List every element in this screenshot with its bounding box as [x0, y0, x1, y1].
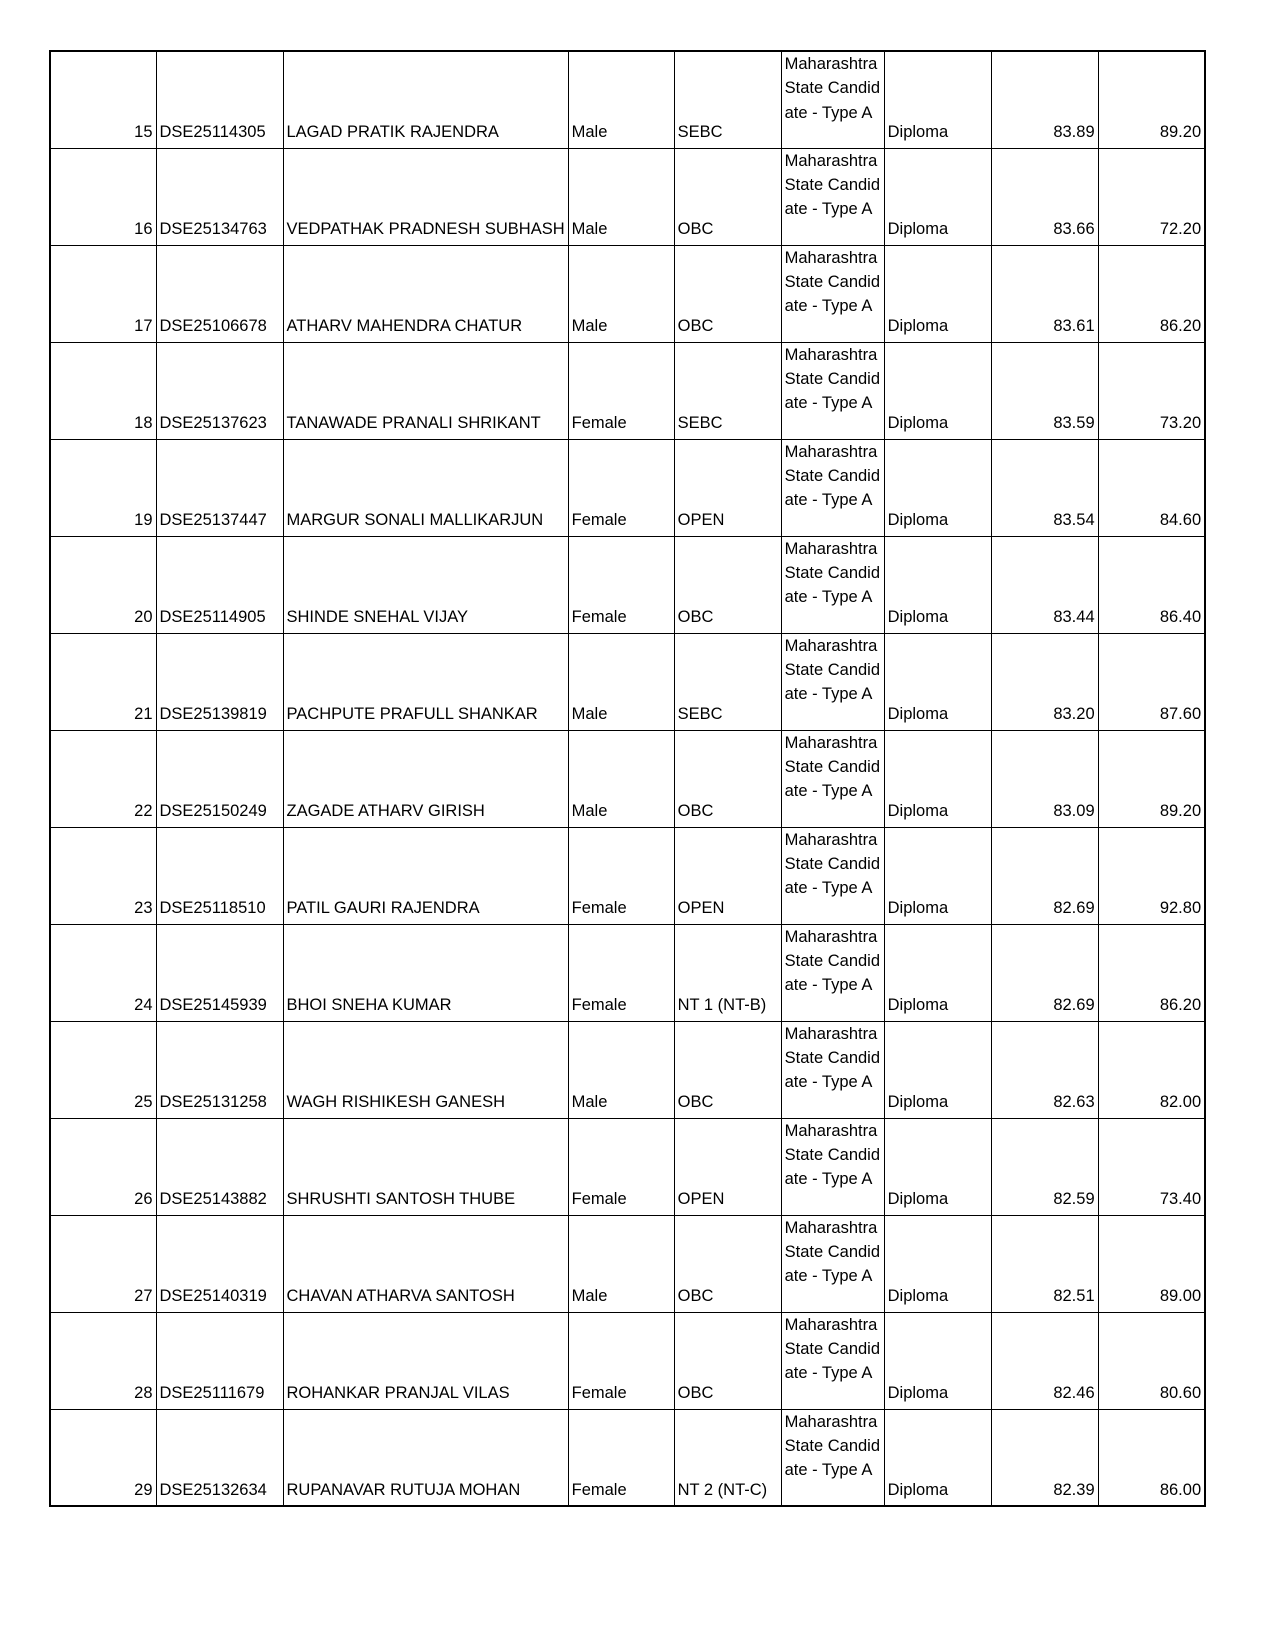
percentage-score-cell: 86.00 [1098, 1409, 1205, 1506]
candidature-type-cell: Maharashtra State Candidate - Type A [781, 1021, 884, 1118]
serial-number-cell: 23 [50, 827, 156, 924]
candidate-name-cell: PACHPUTE PRAFULL SHANKAR [283, 633, 568, 730]
qualification-cell: Diploma [884, 342, 991, 439]
table-row [50, 51, 1205, 148]
table-row [50, 1118, 1205, 1215]
table-row [50, 1409, 1205, 1506]
serial-number-cell: 18 [50, 342, 156, 439]
merit-score-cell: 83.54 [991, 439, 1098, 536]
candidate-name-cell: SHRUSHTI SANTOSH THUBE [283, 1118, 568, 1215]
candidature-type-cell: Maharashtra State Candidate - Type A [781, 1118, 884, 1215]
serial-number-cell: 28 [50, 1312, 156, 1409]
merit-score-cell: 83.20 [991, 633, 1098, 730]
candidate-name-cell: BHOI SNEHA KUMAR [283, 924, 568, 1021]
category-cell: OBC [674, 1312, 781, 1409]
category-cell: NT 2 (NT-C) [674, 1409, 781, 1506]
table-row [50, 730, 1205, 827]
application-id-cell: DSE25114305 [156, 51, 283, 148]
candidature-type-cell: Maharashtra State Candidate - Type A [781, 1312, 884, 1409]
gender-cell: Female [568, 1409, 674, 1506]
serial-number-cell: 27 [50, 1215, 156, 1312]
percentage-score-cell: 89.20 [1098, 730, 1205, 827]
serial-number-cell: 25 [50, 1021, 156, 1118]
qualification-cell: Diploma [884, 1215, 991, 1312]
gender-cell: Female [568, 827, 674, 924]
qualification-cell: Diploma [884, 924, 991, 1021]
gender-cell: Female [568, 1118, 674, 1215]
candidature-type-cell: Maharashtra State Candidate - Type A [781, 827, 884, 924]
candidature-type-cell: Maharashtra State Candidate - Type A [781, 148, 884, 245]
candidate-name-cell: ROHANKAR PRANJAL VILAS [283, 1312, 568, 1409]
application-id-cell: DSE25140319 [156, 1215, 283, 1312]
qualification-cell: Diploma [884, 827, 991, 924]
qualification-cell: Diploma [884, 536, 991, 633]
serial-number-cell: 20 [50, 536, 156, 633]
serial-number-cell: 29 [50, 1409, 156, 1506]
application-id-cell: DSE25145939 [156, 924, 283, 1021]
gender-cell: Male [568, 148, 674, 245]
merit-score-cell: 83.09 [991, 730, 1098, 827]
percentage-score-cell: 89.00 [1098, 1215, 1205, 1312]
qualification-cell: Diploma [884, 1021, 991, 1118]
gender-cell: Male [568, 245, 674, 342]
gender-cell: Female [568, 924, 674, 1021]
serial-number-cell: 16 [50, 148, 156, 245]
merit-score-cell: 83.44 [991, 536, 1098, 633]
percentage-score-cell: 72.20 [1098, 148, 1205, 245]
percentage-score-cell: 73.20 [1098, 342, 1205, 439]
table-row [50, 1215, 1205, 1312]
percentage-score-cell: 86.40 [1098, 536, 1205, 633]
candidate-name-cell: SHINDE SNEHAL VIJAY [283, 536, 568, 633]
candidature-type-cell: Maharashtra State Candidate - Type A [781, 439, 884, 536]
gender-cell: Female [568, 439, 674, 536]
gender-cell: Female [568, 536, 674, 633]
candidate-name-cell: VEDPATHAK PRADNESH SUBHASH [283, 148, 568, 245]
candidature-type-cell: Maharashtra State Candidate - Type A [781, 342, 884, 439]
application-id-cell: DSE25139819 [156, 633, 283, 730]
category-cell: OPEN [674, 439, 781, 536]
serial-number-cell: 15 [50, 51, 156, 148]
application-id-cell: DSE25111679 [156, 1312, 283, 1409]
candidature-type-cell: Maharashtra State Candidate - Type A [781, 730, 884, 827]
qualification-cell: Diploma [884, 245, 991, 342]
percentage-score-cell: 84.60 [1098, 439, 1205, 536]
category-cell: OPEN [674, 827, 781, 924]
candidature-type-cell: Maharashtra State Candidate - Type A [781, 536, 884, 633]
candidate-name-cell: ZAGADE ATHARV GIRISH [283, 730, 568, 827]
candidature-type-cell: Maharashtra State Candidate - Type A [781, 51, 884, 148]
candidature-type-cell: Maharashtra State Candidate - Type A [781, 924, 884, 1021]
qualification-cell: Diploma [884, 1409, 991, 1506]
serial-number-cell: 21 [50, 633, 156, 730]
category-cell: NT 1 (NT-B) [674, 924, 781, 1021]
application-id-cell: DSE25106678 [156, 245, 283, 342]
application-id-cell: DSE25137447 [156, 439, 283, 536]
table-row [50, 827, 1205, 924]
application-id-cell: DSE25132634 [156, 1409, 283, 1506]
category-cell: OBC [674, 1215, 781, 1312]
candidature-type-cell: Maharashtra State Candidate - Type A [781, 633, 884, 730]
gender-cell: Male [568, 1021, 674, 1118]
merit-score-cell: 82.51 [991, 1215, 1098, 1312]
serial-number-cell: 22 [50, 730, 156, 827]
qualification-cell: Diploma [884, 633, 991, 730]
candidate-name-cell: RUPANAVAR RUTUJA MOHAN [283, 1409, 568, 1506]
merit-score-cell: 82.46 [991, 1312, 1098, 1409]
application-id-cell: DSE25137623 [156, 342, 283, 439]
merit-score-cell: 83.66 [991, 148, 1098, 245]
percentage-score-cell: 86.20 [1098, 245, 1205, 342]
merit-score-cell: 82.69 [991, 924, 1098, 1021]
candidate-name-cell: PATIL GAURI RAJENDRA [283, 827, 568, 924]
candidature-type-cell: Maharashtra State Candidate - Type A [781, 1215, 884, 1312]
table-row [50, 342, 1205, 439]
qualification-cell: Diploma [884, 730, 991, 827]
merit-list-body [50, 51, 1205, 1506]
gender-cell: Male [568, 633, 674, 730]
percentage-score-cell: 80.60 [1098, 1312, 1205, 1409]
table-row [50, 148, 1205, 245]
percentage-score-cell: 86.20 [1098, 924, 1205, 1021]
application-id-cell: DSE25118510 [156, 827, 283, 924]
candidate-name-cell: ATHARV MAHENDRA CHATUR [283, 245, 568, 342]
qualification-cell: Diploma [884, 51, 991, 148]
percentage-score-cell: 87.60 [1098, 633, 1205, 730]
candidate-name-cell: MARGUR SONALI MALLIKARJUN [283, 439, 568, 536]
table-row [50, 245, 1205, 342]
table-row [50, 1021, 1205, 1118]
gender-cell: Female [568, 342, 674, 439]
merit-score-cell: 83.61 [991, 245, 1098, 342]
table-row [50, 924, 1205, 1021]
qualification-cell: Diploma [884, 439, 991, 536]
gender-cell: Male [568, 51, 674, 148]
merit-score-cell: 83.89 [991, 51, 1098, 148]
candidature-type-cell: Maharashtra State Candidate - Type A [781, 245, 884, 342]
serial-number-cell: 26 [50, 1118, 156, 1215]
merit-score-cell: 83.59 [991, 342, 1098, 439]
candidate-name-cell: TANAWADE PRANALI SHRIKANT [283, 342, 568, 439]
merit-score-cell: 82.63 [991, 1021, 1098, 1118]
candidature-type-cell: Maharashtra State Candidate - Type A [781, 1409, 884, 1506]
candidate-name-cell: WAGH RISHIKESH GANESH [283, 1021, 568, 1118]
percentage-score-cell: 82.00 [1098, 1021, 1205, 1118]
category-cell: OBC [674, 536, 781, 633]
application-id-cell: DSE25131258 [156, 1021, 283, 1118]
application-id-cell: DSE25114905 [156, 536, 283, 633]
category-cell: OBC [674, 245, 781, 342]
category-cell: OBC [674, 730, 781, 827]
serial-number-cell: 24 [50, 924, 156, 1021]
merit-score-cell: 82.39 [991, 1409, 1098, 1506]
application-id-cell: DSE25150249 [156, 730, 283, 827]
table-row [50, 439, 1205, 536]
application-id-cell: DSE25134763 [156, 148, 283, 245]
merit-score-cell: 82.59 [991, 1118, 1098, 1215]
category-cell: SEBC [674, 51, 781, 148]
gender-cell: Male [568, 730, 674, 827]
merit-score-cell: 82.69 [991, 827, 1098, 924]
percentage-score-cell: 73.40 [1098, 1118, 1205, 1215]
category-cell: OPEN [674, 1118, 781, 1215]
category-cell: OBC [674, 148, 781, 245]
qualification-cell: Diploma [884, 1118, 991, 1215]
merit-list-table [49, 50, 1206, 1507]
serial-number-cell: 19 [50, 439, 156, 536]
category-cell: SEBC [674, 633, 781, 730]
gender-cell: Male [568, 1215, 674, 1312]
qualification-cell: Diploma [884, 148, 991, 245]
percentage-score-cell: 89.20 [1098, 51, 1205, 148]
percentage-score-cell: 92.80 [1098, 827, 1205, 924]
table-row [50, 536, 1205, 633]
qualification-cell: Diploma [884, 1312, 991, 1409]
category-cell: OBC [674, 1021, 781, 1118]
candidate-name-cell: LAGAD PRATIK RAJENDRA [283, 51, 568, 148]
table-row [50, 1312, 1205, 1409]
candidate-name-cell: CHAVAN ATHARVA SANTOSH [283, 1215, 568, 1312]
table-row [50, 633, 1205, 730]
serial-number-cell: 17 [50, 245, 156, 342]
gender-cell: Female [568, 1312, 674, 1409]
application-id-cell: DSE25143882 [156, 1118, 283, 1215]
category-cell: SEBC [674, 342, 781, 439]
